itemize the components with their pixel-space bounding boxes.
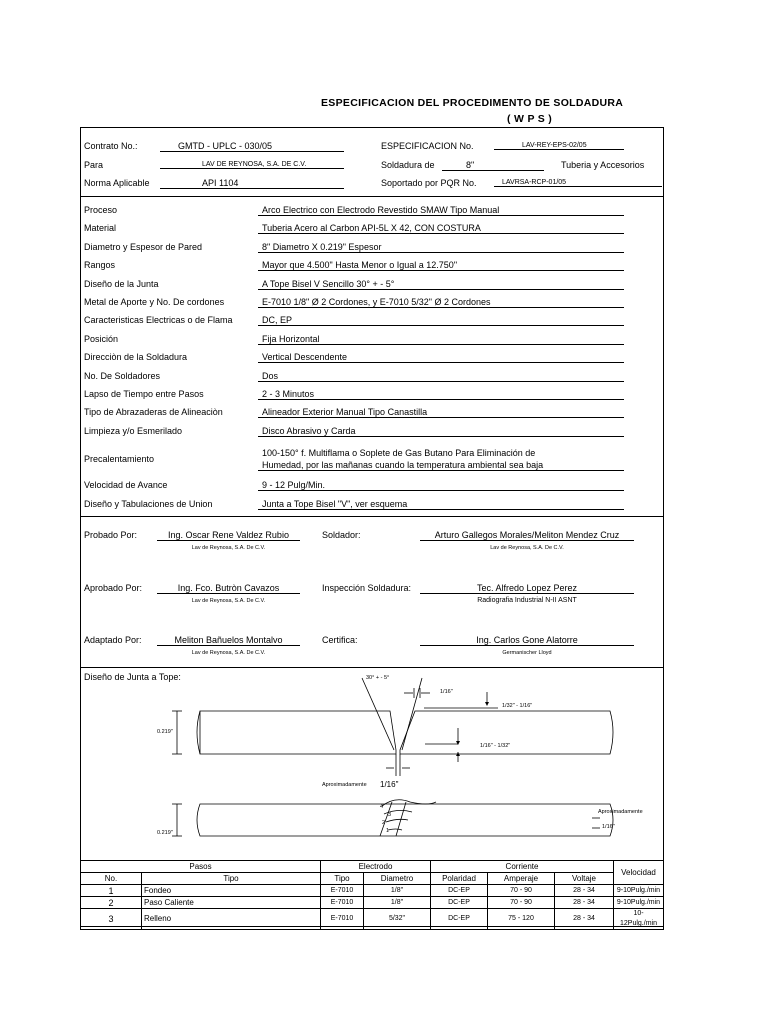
spec-label: Velocidad de Avance <box>84 480 168 490</box>
precal-line2: Humedad, por las mañanas cuando la temperatura ambiental sea baja <box>258 460 624 471</box>
aprobado-label: Aprobado Por: <box>84 583 143 593</box>
header-corriente: Corriente <box>431 861 614 873</box>
contrato-value: GMTD - UPLC - 030/05 <box>160 141 344 152</box>
inspeccion-name: Tec. Alfredo Lopez Perez <box>420 583 634 594</box>
cell-vel: 9-10Pulg./min <box>614 885 664 897</box>
cell-volt: 28 - 34 <box>555 909 614 930</box>
spec-value: 2 - 3 Minutos <box>258 389 624 400</box>
table-row <box>81 885 664 897</box>
header-tipo: Tipo <box>142 873 321 885</box>
spec-value: 8" Diametro X 0.219" Espesor <box>258 242 624 253</box>
thickness-bottom-label: 0.219" <box>157 830 173 836</box>
aprobado-name: Ing. Fco. Butròn Cavazos <box>157 583 300 594</box>
cell-vel: 9-10Pulg./min <box>614 897 664 909</box>
soldador-name: Arturo Gallegos Morales/Meliton Mendez Cruz <box>420 530 634 541</box>
soldador-org: Lav de Reynosa, S.A. De C.V. <box>490 545 564 551</box>
norma-label: Norma Aplicable <box>84 178 150 188</box>
cell-tipo: Fondeo <box>142 885 321 897</box>
cell-diam: 1/8" <box>364 897 431 909</box>
spec-value: Junta a Tope Bisel "V", ver esquema <box>258 499 624 510</box>
divider <box>80 516 664 517</box>
cell-tipo: Paso Caliente <box>142 897 321 909</box>
cell-amp: 75 - 120 <box>488 909 555 930</box>
probado-org: Lav de Reynosa, S.A. De C.V. <box>191 545 266 551</box>
cell-no: 1 <box>81 885 142 897</box>
probado-label: Probado Por: <box>84 530 138 540</box>
cell-volt: 28 - 34 <box>555 897 614 909</box>
precal-label: Precalentamiento <box>84 454 155 464</box>
cell-amp: 70 - 90 <box>488 897 555 909</box>
land-bottom-label: 1/16" - 1/32" <box>480 743 511 749</box>
precal-line1: 100-150° f. Multiflama o Soplete de Gas Butano Para Eliminación de <box>262 448 536 458</box>
spec-label: Diseño de la Junta <box>84 278 159 289</box>
diagram-title: Diseño de Junta a Tope: <box>84 672 181 682</box>
header-tipo-electrodo: Tipo <box>321 873 364 885</box>
cell-tipo: Relleno <box>142 909 321 930</box>
spec-label: Metal de Aporte y No. De cordones <box>84 297 225 307</box>
divider <box>80 196 664 197</box>
bead-number-3: 3 <box>388 812 392 818</box>
spec-value: DC, EP <box>258 315 624 326</box>
adaptado-name: Meliton Bañuelos Montalvo <box>157 635 300 646</box>
certifica-org: Germanischer Lloyd <box>502 650 552 656</box>
header-velocidad: Velocidad <box>614 861 664 885</box>
gap-bottom-label: 1/16" <box>380 780 399 789</box>
inspeccion-org: Radiografia Industrial N-II ASNT <box>477 597 577 604</box>
approx-label-2: Aproximadamente <box>598 809 643 815</box>
soldadura-label: Soldadura de <box>381 160 435 170</box>
header-amperaje: Amperaje <box>488 873 555 885</box>
probado-name: Ing. Oscar Rene Valdez Rubio <box>157 530 300 541</box>
spec-label: Lapso de Tiempo entre Pasos <box>84 389 204 399</box>
spec-label: No. De Soldadores <box>84 370 161 381</box>
cell-etipo: E-7010 <box>321 909 364 930</box>
pasos-table <box>80 860 664 930</box>
spec-label: Diametro y Espesor de Pared <box>84 241 203 252</box>
adaptado-org: Lav de Reynosa, S.A. De C.V. <box>191 650 266 656</box>
certifica-label: Certifica: <box>322 635 358 645</box>
soldadura-extra: Tuberia y Accesorios <box>561 160 645 170</box>
cell-diam: 1/8" <box>364 885 431 897</box>
spec-value: Mayor que 4.500" Hasta Menor o Igual a 12.750" <box>258 260 624 271</box>
cell-pol: DC-EP <box>431 885 488 897</box>
land-top-label: 1/32" - 1/16" <box>502 703 533 709</box>
cell-amp: 70 - 90 <box>488 885 555 897</box>
cell-etipo: E-7010 <box>321 885 364 897</box>
cell-volt: 28 - 34 <box>555 885 614 897</box>
cell-vel: 10-12Pulg./min <box>614 909 664 930</box>
soldador-label: Soldador: <box>322 530 361 540</box>
pqr-value: LAVRSA-RCP-01/05 <box>494 179 662 187</box>
spec-label: Direcciòn de la Soldadura <box>84 352 188 363</box>
gap-top-label: 1/16" <box>440 689 453 695</box>
header-pasos: Pasos <box>81 861 321 873</box>
header-no: No. <box>81 873 142 885</box>
espec-label: ESPECIFICACION No. <box>381 141 474 151</box>
espec-value: LAV-REY-EPS-02/05 <box>494 142 624 150</box>
header-voltaje: Voltaje <box>555 873 614 885</box>
angle-label: 30° + - 5° <box>366 675 390 681</box>
certifica-name: Ing. Carlos Gone Alatorre <box>420 635 634 646</box>
thickness-top-label: 0.219" <box>157 729 173 735</box>
spec-label: Diseño y Tabulaciones de Union <box>84 499 213 509</box>
cell-diam: 5/32" <box>364 909 431 930</box>
bead-number-2: 2 <box>382 820 386 826</box>
para-value: LAV DE REYNOSA, S.A. DE C.V. <box>160 161 344 169</box>
header-polaridad: Polaridad <box>431 873 488 885</box>
spec-value: Fija Horizontal <box>258 334 624 345</box>
spec-label: Material <box>84 223 117 234</box>
spec-label: Posición <box>84 333 119 344</box>
cell-pol: DC-EP <box>431 909 488 930</box>
aprobado-org: Lav de Reynosa, S.A. De C.V. <box>191 598 266 604</box>
cell-no: 3 <box>81 909 142 930</box>
table-row <box>81 909 664 930</box>
header-electrodo: Electrodo <box>321 861 431 873</box>
table-row <box>81 897 664 909</box>
spec-label: Tipo de Abrazaderas de Alineaciòn <box>84 407 223 418</box>
spec-value: 9 - 12 Pulg/Min. <box>258 480 624 491</box>
bead-number-1: 1 <box>386 828 390 834</box>
spec-label: Proceso <box>84 205 118 215</box>
soldadura-value: 8" <box>442 160 544 171</box>
pqr-label: Soportado por PQR No. <box>381 178 477 188</box>
cell-no: 2 <box>81 897 142 909</box>
para-label: Para <box>84 160 104 170</box>
inspeccion-label: Inspección Soldadura: <box>322 583 412 593</box>
norma-value: API 1104 <box>160 178 344 189</box>
cell-etipo: E-7010 <box>321 897 364 909</box>
spec-label: Limpieza y/o Esmerilado <box>84 425 183 436</box>
spec-value: Arco Electrico con Electrodo Revestido SMAW Tipo Manual <box>258 205 624 216</box>
spec-value: Disco Abrasivo y Carda <box>258 426 624 437</box>
document-title: ESPECIFICACION DEL PROCEDIMENTO DE SOLDADURA <box>321 97 624 109</box>
header-diametro: Diametro <box>364 873 431 885</box>
spec-value: A Tope Bisel V Sencillo 30° + - 5° <box>258 279 624 290</box>
spec-value: Tuberia Acero al Carbon API-5L X 42, CON COSTURA <box>258 223 624 234</box>
spec-label: Caracteristicas Electricas o de Flama <box>84 315 233 326</box>
bead-number-4: 4 <box>380 804 384 810</box>
contrato-label: Contrato No.: <box>84 141 138 151</box>
spec-value: E-7010 1/8" Ø 2 Cordones, y E-7010 5/32" Ø 2 Cordones <box>258 297 624 308</box>
approx-label-1: Aproximadamente <box>322 782 367 788</box>
spec-value: Alineador Exterior Manual Tipo Canastilla <box>258 407 624 418</box>
spec-value: Vertical Descendente <box>258 352 624 363</box>
document-subtitle: ( W P S ) <box>507 113 553 125</box>
gap-right-label: 1/16" <box>602 824 615 830</box>
adaptado-label: Adaptado Por: <box>84 635 142 645</box>
spec-label: Rangos <box>84 260 116 271</box>
cell-pol: DC-EP <box>431 897 488 909</box>
spec-value: Dos <box>258 371 624 382</box>
